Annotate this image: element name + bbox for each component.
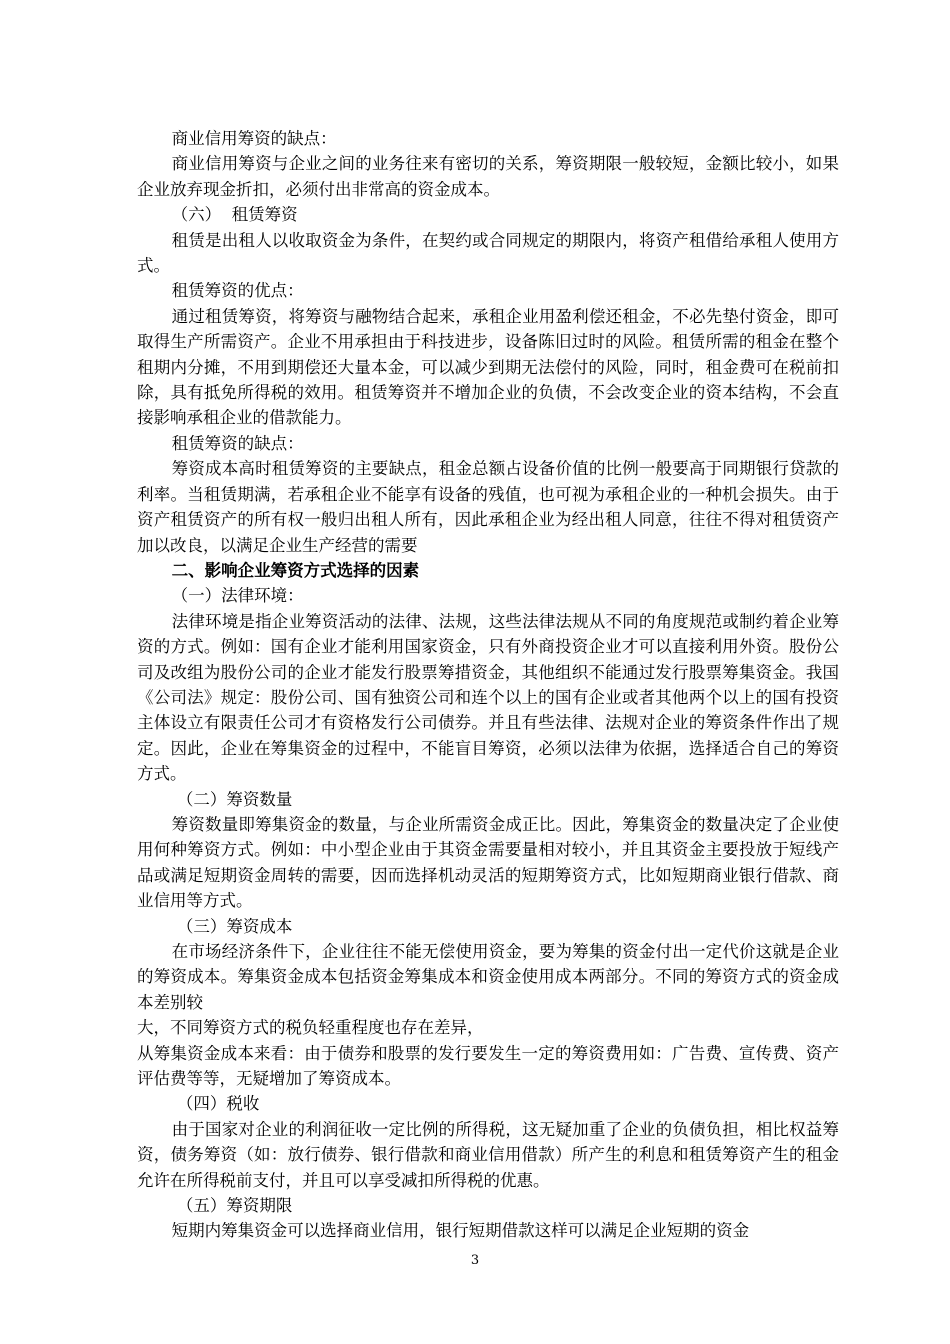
section-heading: 二、影响企业筹资方式选择的因素 <box>171 560 420 580</box>
paragraph: 短期内筹集资金可以选择商业信用，银行短期借款这样可以满足企业短期的资金 <box>171 1221 750 1241</box>
paragraph: 租赁筹资的优点： <box>171 281 304 301</box>
section-subheading: （三）筹资成本 <box>171 916 293 936</box>
paragraph: 商业信用筹资的缺点： <box>171 129 337 148</box>
paragraph: 租赁是出租人以收取资金为条件，在契约或合同规定的期限内，将资产租借给承租人使用方式。 <box>137 230 839 276</box>
section-subheading: （五）筹资期限 <box>171 1196 293 1216</box>
section-subheading: （二）筹资数量 <box>171 789 293 809</box>
section-subheading: （四）税收 <box>171 1094 260 1114</box>
paragraph: 筹资成本高时租赁筹资的主要缺点，租金总额占设备价值的比例一般要高于同期银行贷款的利率。当租赁期满，若承租企业不能享有设备的残值，也可视为承租企业的一种机会损失。由于资产租赁资产的所有权一般归出租人所有，因此承租企业为经出租人同意，往往不得对租赁资产加以改良，以满足企业生产经营的需要 <box>137 459 839 555</box>
paragraph: 筹资数量即筹集资金的数量，与企业所需资金成正比。因此，筹集资金的数量决定了企业使用何种筹资方式。例如：中小型企业由于其资金需要量相对较小，并且其资金主要投放于短线产品或满足短期资金周转的需要，因而选择机动灵活的短期筹资方式，比如短期商业银行借款、商业信用等方式。 <box>137 814 839 911</box>
section-subheading: （六） 租赁筹资 <box>171 205 298 225</box>
paragraph: 在市场经济条件下，企业往往不能无偿使用资金，要为筹集的资金付出一定代价这就是企业的筹资成本。筹集资金成本包括资金筹集成本和资金使用成本两部分。不同的筹资方式的资金成本差别较 <box>137 942 839 1012</box>
paragraph: 通过租赁筹资，将筹资与融物结合起来，承租企业用盈利偿还租金，不必先垫付资金，即可取得生产所需资产。企业不用承担由于科技进步，设备陈旧过时的风险。租赁所需的租金在整个租期内分摊，不用到期偿还大量本金，可以减少到期无法偿付的风险，同时，租金费可在税前扣除，具有抵免所得税的效用。租赁筹资并不增加企业的负债，不会改变企业的资本结构，不会直接影响承租企业的借款能力。 <box>137 306 839 428</box>
document-body <box>137 126 839 1244</box>
paragraph: 大，不同筹资方式的税负轻重程度也存在差异， <box>137 1018 484 1038</box>
paragraph: 商业信用筹资与企业之间的业务往来有密切的关系，筹资期限一般较短，金额比较小，如果企业放弃现金折扣，必须付出非常高的资金成本。 <box>137 154 839 199</box>
paragraph: 租赁筹资的缺点： <box>171 433 304 453</box>
page-number: 3 <box>470 1253 480 1268</box>
paragraph: 由于国家对企业的利润征收一定比例的所得税，这无疑加重了企业的负债负担，相比权益筹资，债务筹资（如：放行债券、银行借款和商业信用借款）所产生的利息和租赁筹资产生的租金允许在所得税前支付，并且可以享受减扣所得税的优惠。 <box>137 1119 839 1190</box>
paragraph: 从筹集资金成本来看：由于债券和股票的发行要发生一定的筹资费用如：广告费、宣传费、资产评估费等等，无疑增加了筹资成本。 <box>137 1043 839 1089</box>
paragraph: 法律环境是指企业筹资活动的法律、法规，这些法律法规从不同的角度规范或制约着企业筹资的方式。例如：国有企业才能利用国家资金，只有外商投资企业才可以直接利用外资。股份公司及改组为股份公司的企业才能发行股票筹措资金，其他组织不能通过发行股票筹集资金。我国《公司法》规定：股份公司、国有独资公司和连个以上的国有企业或者其他两个以上的国有投资主体设立有限责任公司才有资格发行公司债券。并且有些法律、法规对企业的筹资条件作出了规定。因此，企业在筹集资金的过程中，不能盲目筹资，必须以法律为依据，选择适合自己的筹资方式。 <box>137 611 839 784</box>
section-subheading: （一）法律环境： <box>171 586 304 606</box>
